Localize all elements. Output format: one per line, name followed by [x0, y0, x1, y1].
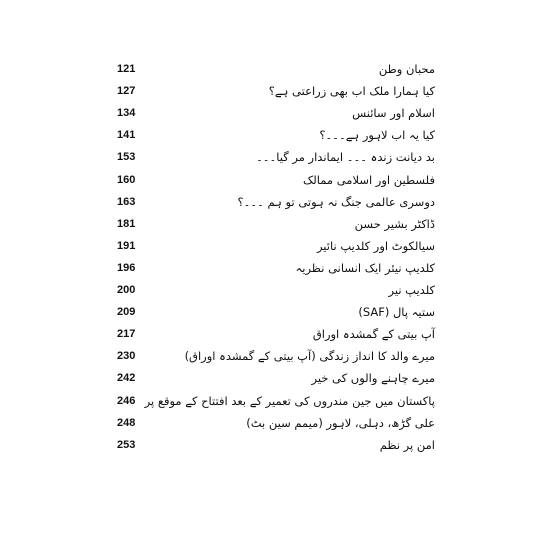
toc-entry-title: ڈاکٹر بشیر حسن [354, 216, 435, 231]
toc-entry-title: ستیہ پال (SAF) [358, 305, 435, 320]
toc-entry-title: سیالکوٹ اور کلدیپ نائیر [316, 238, 435, 253]
toc-entry-title: کیا یہ اب لاہور ہے۔۔۔؟ [319, 128, 435, 143]
toc-page-number: 121 [117, 63, 136, 75]
toc-page-number: 134 [117, 107, 136, 120]
toc-page-number: 248 [117, 416, 136, 429]
toc-entry-title: کیا ہمارا ملک اب بھی زراعتی ہے؟ [268, 84, 435, 99]
toc-entry-title: فلسطین اور اسلامی ممالک [302, 172, 435, 187]
toc-page-number: 253 [117, 438, 136, 451]
toc-entry-title: اسلام اور سائنس [352, 106, 435, 121]
toc-entry [0, 59, 550, 79]
toc-page-number: 153 [117, 151, 136, 164]
toc-entry [0, 147, 550, 167]
toc-entry [0, 413, 550, 433]
toc-page-number: 141 [117, 129, 136, 142]
toc-page-number: 181 [117, 217, 136, 230]
toc-entry [0, 280, 550, 300]
toc-page-number: 230 [117, 350, 136, 363]
toc-entry [0, 435, 550, 455]
toc-page-number: 209 [117, 306, 136, 319]
toc-page-number: 200 [117, 284, 136, 296]
toc-entry-title: علی گڑھ، دہلی، لاہور (میمم سین بٹ) [246, 415, 435, 430]
toc-entry [0, 302, 550, 322]
toc-entry-title: بد دیانت زندہ ۔۔۔ ایماندار مر گیا۔۔۔ [256, 150, 435, 165]
toc-entry-title: کلدیپ نیر [388, 283, 435, 297]
toc-entry [0, 103, 550, 123]
toc-entry-title: محبان وطن [378, 62, 435, 76]
toc-page-number: 163 [117, 195, 136, 208]
toc-entry-title: دوسری عالمی جنگ نہ ہوتی تو ہم ۔۔۔؟ [237, 194, 435, 209]
toc-entry [0, 81, 550, 101]
toc-entry-title: کلدیپ نیئر ایک انسانی نظریہ [295, 260, 435, 275]
toc-entry [0, 125, 550, 145]
toc-entry-title: پاکستان میں جین مندروں کی تعمیر کے بعد افتتاح کے موقع پر [144, 393, 435, 408]
toc-entry [0, 324, 550, 344]
toc-entry [0, 236, 550, 256]
toc-page-number: 196 [117, 261, 136, 274]
toc-page-number: 246 [117, 394, 136, 407]
toc-entry [0, 391, 550, 411]
toc-page-number: 217 [117, 328, 136, 341]
toc-entry-title: آپ بیتی کے گمشدہ اوراق [312, 327, 435, 342]
toc-page-number: 160 [117, 173, 136, 186]
toc-entry [0, 346, 550, 366]
toc-page-number: 242 [117, 372, 136, 385]
toc-entry [0, 368, 550, 388]
toc-entry [0, 258, 550, 278]
toc-page-number: 191 [117, 239, 136, 252]
toc-entry [0, 192, 550, 212]
toc-entry-title: میرے والد کا انداز زندگی (آپ بیتی کے گمشدہ اوراق) [184, 349, 435, 364]
toc-page-number: 127 [117, 85, 136, 98]
toc-entry-title: میرے چاہنے والوں کی خیر [311, 371, 435, 386]
toc-entry [0, 170, 550, 190]
toc-entry-title: امن پر نظم [379, 437, 435, 452]
toc-entry [0, 214, 550, 234]
